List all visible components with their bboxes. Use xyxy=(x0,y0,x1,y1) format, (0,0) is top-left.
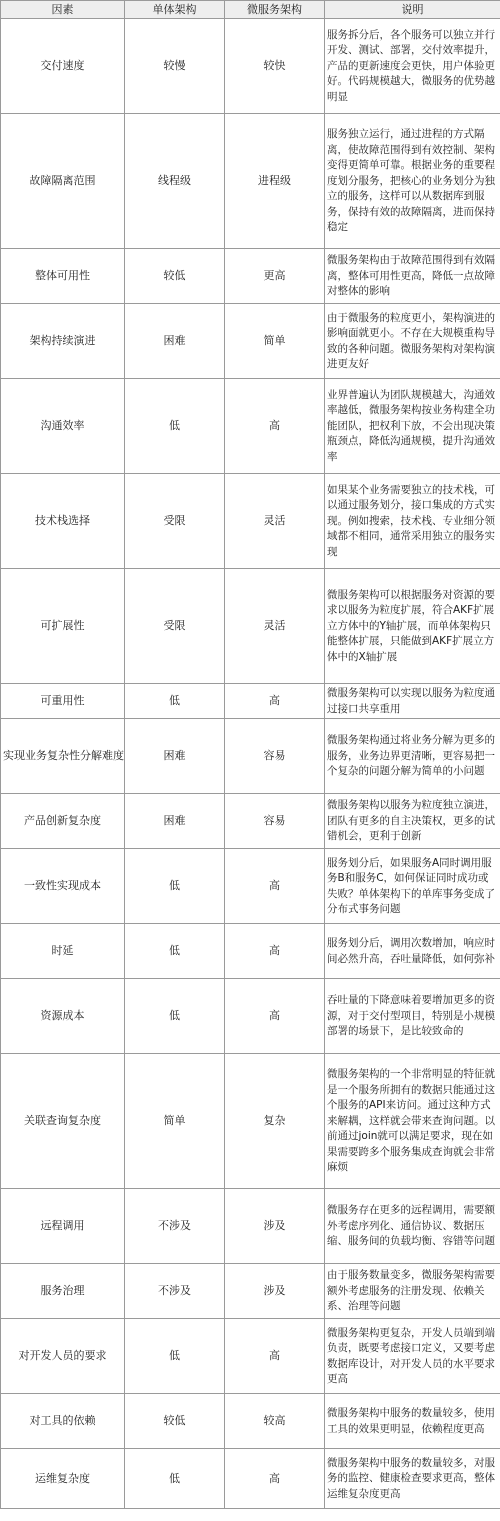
factor-cell: 远程调用 xyxy=(1,1189,125,1264)
monolith-cell: 低 xyxy=(125,849,225,924)
monolith-cell: 困难 xyxy=(125,719,225,794)
header-row xyxy=(1,1,500,19)
monolith-cell: 不涉及 xyxy=(125,1264,225,1319)
monolith-cell: 低 xyxy=(125,1449,225,1509)
description-cell: 由于服务数量变多，微服务架构需要额外考虑服务的注册发现、依赖关系、治理等问题 xyxy=(325,1264,500,1319)
factor-cell: 资源成本 xyxy=(1,979,125,1054)
factor-cell: 沟通效率 xyxy=(1,379,125,474)
microservice-cell: 高 xyxy=(225,979,325,1054)
description-cell: 微服务存在更多的远程调用，需要额外考虑序列化、通信协议、数据压缩、服务间的负载均衡、容错等问题 xyxy=(325,1189,500,1264)
description-cell: 微服务架构中服务的数量较多，对服务的监控、健康检查要求更高，整体运维复杂度更高 xyxy=(325,1449,500,1509)
microservice-cell: 高 xyxy=(225,1449,325,1509)
monolith-cell: 低 xyxy=(125,684,225,719)
monolith-cell: 较低 xyxy=(125,1394,225,1449)
description-cell: 服务拆分后，各个服务可以独立并行开发、测试、部署，交付效率提升，产品的更新速度会更快，用户体验更好。代码规模越大，微服务的优势越明显 xyxy=(325,19,500,114)
microservice-cell: 涉及 xyxy=(225,1189,325,1264)
microservice-cell: 高 xyxy=(225,379,325,474)
table-row xyxy=(1,114,500,249)
microservice-cell: 高 xyxy=(225,849,325,924)
monolith-cell: 线程级 xyxy=(125,114,225,249)
description-cell: 微服务架构由于故障范围得到有效隔离，整体可用性更高，降低一点故障对整体的影响 xyxy=(325,249,500,304)
monolith-cell: 低 xyxy=(125,1319,225,1394)
monolith-cell: 低 xyxy=(125,979,225,1054)
table-row xyxy=(1,304,500,379)
factor-cell: 对开发人员的要求 xyxy=(1,1319,125,1394)
microservice-cell: 进程级 xyxy=(225,114,325,249)
header-monolith: 单体架构 xyxy=(125,1,225,19)
microservice-cell: 复杂 xyxy=(225,1054,325,1189)
table-row xyxy=(1,379,500,474)
factor-cell: 实现业务复杂性分解难度 xyxy=(1,719,125,794)
monolith-cell: 简单 xyxy=(125,1054,225,1189)
microservice-cell: 较快 xyxy=(225,19,325,114)
table-row xyxy=(1,1264,500,1319)
factor-cell: 故障隔离范围 xyxy=(1,114,125,249)
table-row xyxy=(1,1394,500,1449)
monolith-cell: 低 xyxy=(125,924,225,979)
table-row xyxy=(1,249,500,304)
table-row xyxy=(1,684,500,719)
microservice-cell: 较高 xyxy=(225,1394,325,1449)
factor-cell: 关联查询复杂度 xyxy=(1,1054,125,1189)
factor-cell: 整体可用性 xyxy=(1,249,125,304)
table-row xyxy=(1,924,500,979)
microservice-cell: 容易 xyxy=(225,794,325,849)
description-cell: 吞吐量的下降意味着要增加更多的资源，对于交付型项目，特别是小规模部署的场景下，是比较致命的 xyxy=(325,979,500,1054)
table-row xyxy=(1,19,500,114)
microservice-cell: 简单 xyxy=(225,304,325,379)
factor-cell: 时延 xyxy=(1,924,125,979)
microservice-cell: 灵活 xyxy=(225,569,325,684)
monolith-cell: 较低 xyxy=(125,249,225,304)
table-row xyxy=(1,1319,500,1394)
microservice-cell: 容易 xyxy=(225,719,325,794)
factor-cell: 产品创新复杂度 xyxy=(1,794,125,849)
table-row xyxy=(1,719,500,794)
header-description: 说明 xyxy=(325,1,500,19)
microservice-cell: 高 xyxy=(225,1319,325,1394)
table-row xyxy=(1,979,500,1054)
table-row xyxy=(1,794,500,849)
factor-cell: 架构持续演进 xyxy=(1,304,125,379)
factor-cell: 服务治理 xyxy=(1,1264,125,1319)
monolith-cell: 受限 xyxy=(125,569,225,684)
monolith-cell: 较慢 xyxy=(125,19,225,114)
header-factor: 因素 xyxy=(1,1,125,19)
microservice-cell: 高 xyxy=(225,684,325,719)
monolith-cell: 困难 xyxy=(125,304,225,379)
header-microservice: 微服务架构 xyxy=(225,1,325,19)
monolith-cell: 受限 xyxy=(125,474,225,569)
table-row xyxy=(1,1449,500,1509)
description-cell: 服务划分后，调用次数增加，响应时间必然升高，吞吐量降低，如何弥补 xyxy=(325,924,500,979)
factor-cell: 一致性实现成本 xyxy=(1,849,125,924)
description-cell: 服务划分后，如果服务A同时调用服务B和服务C，如何保证同时成功或失败？单体架构下的单库事务变成了分布式事务问题 xyxy=(325,849,500,924)
microservice-cell: 更高 xyxy=(225,249,325,304)
description-cell: 微服务架构以服务为粒度独立演进，团队有更多的自主决策权，更多的试错机会，更利于创新 xyxy=(325,794,500,849)
description-cell: 业界普遍认为团队规模越大，沟通效率越低，微服务架构按业务构建全功能团队，把权利下放，不会出现决策瓶颈点，降低沟通规模，提升沟通效率 xyxy=(325,379,500,474)
description-cell: 微服务架构通过将业务分解为更多的服务，业务边界更清晰，更容易把一个复杂的问题分解为简单的小问题 xyxy=(325,719,500,794)
factor-cell: 可扩展性 xyxy=(1,569,125,684)
description-cell: 微服务架构可以实现以服务为粒度通过接口共享重用 xyxy=(325,684,500,719)
table-row xyxy=(1,474,500,569)
description-cell: 微服务架构的一个非常明显的特征就是一个服务所拥有的数据只能通过这个服务的API来访问。通过这种方式来解耦，这样就会带来查询问题。以前通过join就可以满足要求，现在如果需要跨多个服务集成查询就会非常麻烦 xyxy=(325,1054,500,1189)
table-body xyxy=(1,19,500,1509)
table-row xyxy=(1,569,500,684)
table-row xyxy=(1,1054,500,1189)
description-cell: 如果某个业务需要独立的技术栈，可以通过服务划分，接口集成的方式实现。例如搜索，技术栈、专业细分领域都不相同，通常采用独立的服务实现 xyxy=(325,474,500,569)
microservice-cell: 高 xyxy=(225,924,325,979)
description-cell: 服务独立运行，通过进程的方式隔离，使故障范围得到有效控制、架构变得更简单可靠。根据业务的重要程度划分服务，把核心的业务划分为独立的服务，这样可以从数据库到服务，保持有效的故障隔离，进而保持稳定 xyxy=(325,114,500,249)
monolith-cell: 困难 xyxy=(125,794,225,849)
monolith-cell: 不涉及 xyxy=(125,1189,225,1264)
monolith-cell: 低 xyxy=(125,379,225,474)
description-cell: 微服务架构更复杂，开发人员端到端负责，既要考虑接口定义，又要考虑数据库设计，对开发人员的水平要求更高 xyxy=(325,1319,500,1394)
table-row xyxy=(1,849,500,924)
description-cell: 微服务架构中服务的数量较多，使用工具的效果更明显，依赖程度更高 xyxy=(325,1394,500,1449)
description-cell: 微服务架构可以根据服务对资源的要求以服务为粒度扩展，符合AKF扩展立方体中的Y轴扩展，而单体架构只能整体扩展，只能做到AKF扩展立方体中的X轴扩展 xyxy=(325,569,500,684)
description-cell: 由于微服务的粒度更小，架构演进的影响面就更小。不存在大规模重构导致的各种问题。微服务架构对架构演进更友好 xyxy=(325,304,500,379)
factor-cell: 技术栈选择 xyxy=(1,474,125,569)
factor-cell: 运维复杂度 xyxy=(1,1449,125,1509)
factor-cell: 对工具的依赖 xyxy=(1,1394,125,1449)
table-row xyxy=(1,1189,500,1264)
microservice-cell: 灵活 xyxy=(225,474,325,569)
microservice-cell: 涉及 xyxy=(225,1264,325,1319)
factor-cell: 交付速度 xyxy=(1,19,125,114)
factor-cell: 可重用性 xyxy=(1,684,125,719)
